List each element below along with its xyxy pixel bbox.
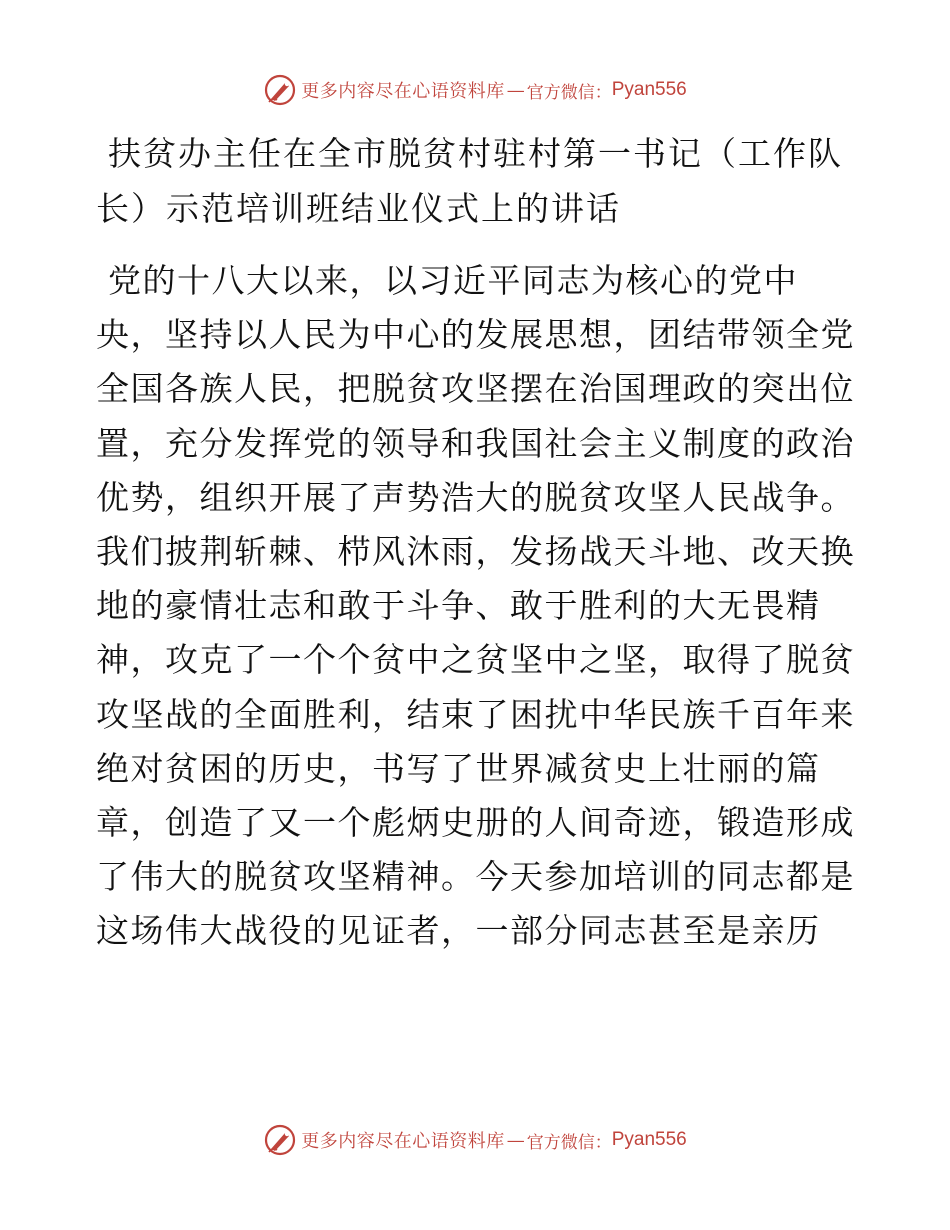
- paragraph-line: 神，攻克了一个个贫中之贫坚中之坚，取得了脱贫: [96, 640, 855, 680]
- speech-paragraph: [96, 254, 856, 959]
- watermark-separator: —: [506, 1129, 525, 1151]
- document-title: [96, 126, 856, 236]
- paragraph-line: 优势，组织开展了声势浩大的脱贫攻坚人民战争。: [96, 477, 855, 517]
- paragraph-line: 央，坚持以人民为中心的发展思想，团结带领全党: [96, 315, 855, 355]
- watermark-text: 更多内容尽在心语资料库: [301, 81, 505, 102]
- paragraph-line: 置，充分发挥党的领导和我国社会主义制度的政治: [96, 423, 855, 463]
- paragraph-line: 全国各族人民，把脱贫攻坚摆在治国理政的突出位: [96, 369, 855, 409]
- wechat-label: 官方微信：: [526, 1132, 612, 1153]
- pen-logo-icon: [263, 1123, 297, 1157]
- paragraph-line: 攻坚战的全面胜利，结束了困扰中华民族千百年来: [96, 694, 855, 734]
- paragraph-line: 了伟大的脱贫攻坚精神。今天参加培训的同志都是: [96, 857, 855, 897]
- watermark-separator: —: [506, 79, 525, 101]
- paragraph-line: 这场伟大战役的见证者，一部分同志甚至是亲历: [96, 911, 821, 951]
- footer-watermark-banner: [0, 1120, 950, 1160]
- paragraph-line: 章，创造了又一个彪炳史册的人间奇迹，锻造形成: [96, 803, 855, 843]
- wechat-id: Pyan556: [611, 1129, 687, 1150]
- title-line-1: 扶贫办主任在全市脱贫村驻村第一书记（工作队: [108, 134, 843, 173]
- paragraph-line: 党的十八大以来，以习近平同志为核心的党中: [108, 261, 798, 300]
- paragraph-line: 绝对贫困的历史，书写了世界减贫史上壮丽的篇: [96, 748, 821, 788]
- watermark-text: 更多内容尽在心语资料库: [301, 1131, 505, 1152]
- pen-logo-icon: [263, 73, 297, 107]
- title-line-2: 长）示范培训班结业仪式上的讲话: [96, 189, 621, 228]
- paragraph-line: 地的豪情壮志和敢于斗争、敢于胜利的大无畏精: [96, 586, 821, 626]
- header-watermark-banner: [0, 70, 950, 110]
- paragraph-line: 我们披荆斩棘、栉风沐雨，发扬战天斗地、改天换: [96, 532, 855, 572]
- wechat-id: Pyan556: [611, 79, 687, 100]
- wechat-label: 官方微信：: [526, 82, 612, 103]
